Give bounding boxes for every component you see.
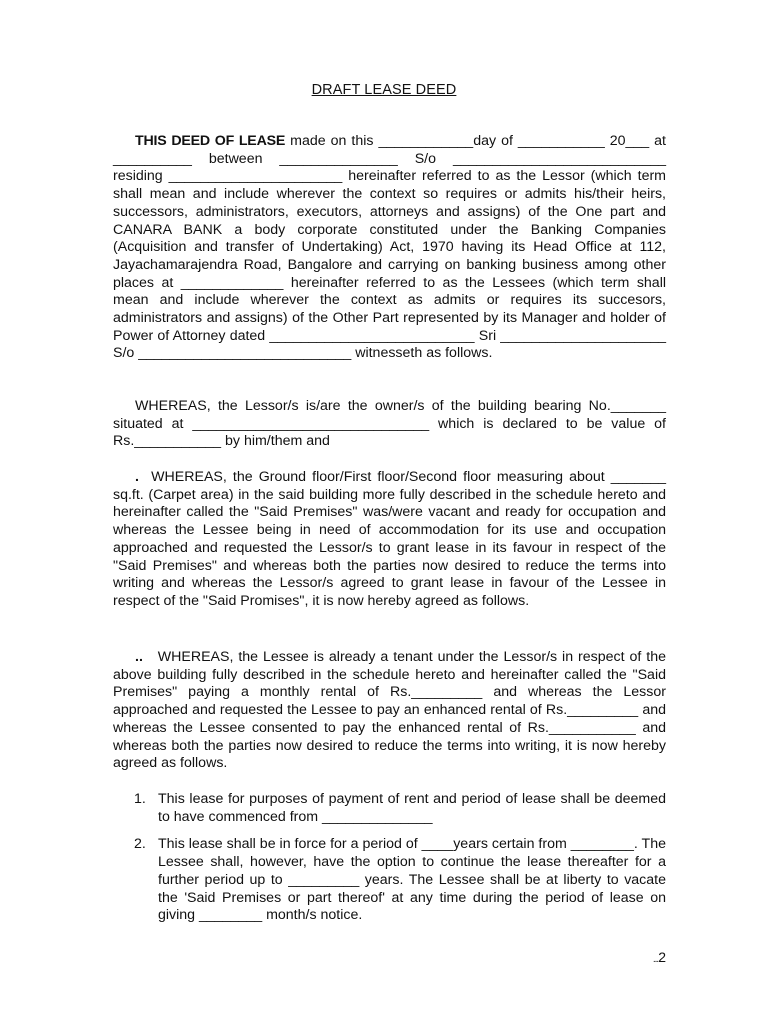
whereas-existing-tenant-paragraph bbox=[113, 649, 666, 773]
whereas-vacant-premises-paragraph bbox=[113, 469, 666, 611]
clause-item bbox=[113, 836, 666, 925]
whereas-ownership-paragraph: WHEREAS, the Lessor/s is/are the owner/s of the building bearing No._______ situated at ______________________________ which is declared to be value of Rs.___________ by him/them and bbox=[113, 398, 666, 450]
clause-item bbox=[113, 791, 666, 826]
whereas-vacant-text: WHEREAS, the Ground floor/First floor/Second floor measuring about _______ sq.ft. (Carpet area) in the said building more fully described in the schedule hereto and hereinafter called the "Said Premises" was/were vacant and ready for occupation and whereas the Lessee being in need of accommodation for its use and occupation approached and requested the Lessor/s to grant lease in its favour in respect of the "Said Premises" and whereas both the parties now desired to reduce the terms into writing and whereas the Lessor/s agreed to grant lease in favour of the Lessee in respect of the "Said Promises", it is now hereby agreed as follows. bbox=[113, 469, 667, 609]
intro-text: made on this ____________day of ___________ 20___ at __________ between _______________ S/o ___________________________ residing ______________________ hereinafter referred to as the Lessor (which term shall mean and include wherever the context so requires or admits his/their heirs, successors, administrators, executors, attorneys and assigns) of the One part and CANARA BANK a body corporate constituted under the Banking Companies (Acquisition and transfer of Undertaking) Act, 1970 having its Head Office at 112, Jayachamarajendra Road, Bangalore and carrying on banking business among other places at _____________ hereinafter referred to as the Lessees (which term shall mean and include wherever the context as admits or requires its succesors, administrators and assigns) of the Other Part represented by its Manager and holder of Power of Attorney dated __________________________ Sri _____________________ S/o ___________________________ witnesseth as follows. bbox=[113, 133, 666, 362]
clause-list bbox=[113, 791, 666, 925]
clause-text: This lease for purposes of payment of rent and period of lease shall be deemed to have commenced from ______________ bbox=[158, 791, 666, 825]
intro-lead: THIS DEED OF LEASE bbox=[135, 133, 286, 149]
continuation-dots: ... bbox=[652, 954, 659, 965]
page-number-marker bbox=[653, 949, 666, 965]
clause-text: This lease shall be in force for a period of ____years certain from ________. The Lessee shall, however, have the option to continue the lease thereafter for a further period up to _________ years. The Lessee shall be at liberty to vacate the 'Said Premises or part thereof' at any time during the period of lease on giving ________ month/s notice. bbox=[158, 836, 666, 924]
whereas-tenant-text: WHEREAS, the Lessee is already a tenant under the Lessor/s in respect of the above building fully described in the schedule hereto and hereinafter called the "Said Premises" paying a monthly rental of Rs._________ and whereas the Lessor approached and requested the Lessee to pay an enhanced rental of Rs._________ and whereas the Lessee consented to pay the enhanced rental of Rs.___________ and whereas both the parties now desired to reduce the terms into writing, it is now hereby agreed as follows. bbox=[113, 649, 667, 772]
intro-paragraph bbox=[113, 133, 666, 363]
paragraph-marker: . bbox=[135, 469, 139, 485]
paragraph-marker: .. bbox=[135, 649, 143, 665]
page-number: 2 bbox=[658, 949, 666, 965]
clause-number: 1. bbox=[134, 791, 146, 807]
page-title: DRAFT LEASE DEED bbox=[311, 82, 457, 98]
clause-number: 2. bbox=[134, 836, 146, 853]
